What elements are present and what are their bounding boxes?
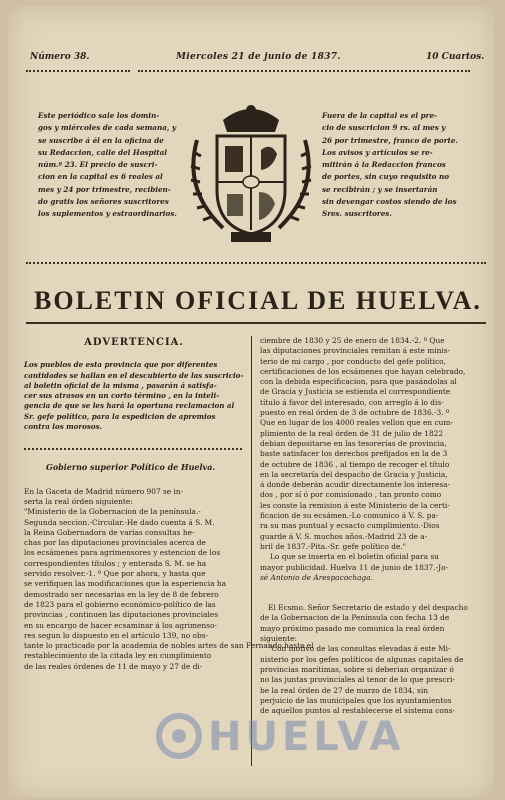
text-line: servido resolver.-1. º Que por ahora, y hasta que bbox=[24, 569, 206, 579]
text-line: correspondientes títulos ; y enterada S. M. se ha bbox=[24, 558, 207, 568]
text-line: En la Gaceta de Madrid número 907 se in- bbox=[24, 486, 184, 496]
right-body-2 bbox=[260, 603, 482, 716]
text-line: ficacion de su ecsámen.-Lo comunico á V. S. pa- bbox=[260, 511, 439, 521]
intro-line: sin devengar costos siendo de los bbox=[322, 197, 457, 207]
column-divider bbox=[251, 336, 252, 766]
text-line: de aquellos puntos al restablecerse el sistema cons- bbox=[260, 706, 455, 716]
intro-left bbox=[38, 110, 177, 221]
text-line: Que en lugar de los 4000 reales vellon que en cum- bbox=[260, 418, 453, 428]
archive-logo-icon bbox=[154, 711, 204, 761]
text-line: á donde deberán acudir directamente los interesa- bbox=[260, 480, 451, 490]
newspaper-title: BOLETIN OFICIAL DE HUELVA. bbox=[34, 286, 482, 315]
text-line: "Ministerio de la Gobernacion de la península.- bbox=[24, 507, 201, 517]
text-line: en su encargo de hacer ecsaminar á los agrimenso- bbox=[24, 620, 217, 630]
advertencia-heading: ADVERTENCIA. bbox=[84, 337, 184, 348]
intro-line: 26 por trimestre, franco de porte. bbox=[322, 135, 458, 145]
text-line: Los pueblos de esta provincia que por diferentes bbox=[24, 360, 218, 370]
text-line: se verifiquen las modificaciones que la esperiencia ha bbox=[24, 579, 227, 589]
intro-line: Fuera de la capital es el pre- bbox=[322, 111, 438, 120]
text-line: terio de mi cargo , por conducto del gefe político, bbox=[260, 356, 446, 366]
text-line: la Reina Gobernadora de varias consultas he- bbox=[24, 527, 195, 537]
left-body bbox=[24, 486, 314, 672]
text-line: bril de 1837.-Pita.-Sr. gefe político de." bbox=[260, 541, 407, 551]
signature-line: sé Antonio de Arespacochaga. bbox=[260, 572, 373, 582]
advertencia-text bbox=[24, 360, 244, 432]
text-line: contra los morosos. bbox=[24, 422, 103, 432]
issue-price: 10 Cuartos. bbox=[426, 52, 485, 62]
text-line: de Gracia y Justicia se estienda el correspondiente bbox=[260, 387, 451, 397]
text-line: título á favor del interesado, con arreglo á lo dis- bbox=[260, 397, 444, 407]
intro-line: se recibirán ; y se insertarán bbox=[322, 184, 438, 194]
text-line: cer sus atrasos en un corto término , en la inteli- bbox=[24, 391, 220, 401]
intro-line: do gratis los señores suscritores bbox=[38, 197, 169, 207]
text-line: tante lo practicado por la academia de nobles artes de san Fernando hasta el bbox=[24, 641, 314, 651]
text-line: res segun lo dispuesto en el artículo 139, no obs- bbox=[24, 630, 209, 640]
intro-line: se suscribe á él en la oficina de bbox=[38, 135, 164, 145]
text-line: provincias , continuen las diputaciones provinciales bbox=[24, 610, 219, 620]
text-line: certificaciones de los ecsámenes que hayan celebrado, bbox=[260, 366, 466, 376]
intro-line: cio de suscricion 9 rs. al mes y bbox=[322, 123, 446, 133]
coat-of-arms-emblem bbox=[183, 100, 319, 250]
text-line: El Ecsmo. Señor Secretario de estado y del despacho bbox=[268, 603, 468, 613]
text-line: demostrado ser necesarias en la ley de 8 de febrero bbox=[24, 589, 219, 599]
intro-line: los suplementos y estraordinarios. bbox=[38, 209, 177, 219]
text-line: plimiento de la real órden de 31 de julio de 1822 bbox=[260, 428, 444, 438]
text-line: perjuicio de las municipales que los ayuntamientos bbox=[260, 695, 452, 705]
text-line: cantidades se hallan en el descubierto de las suscricio- bbox=[24, 370, 244, 380]
text-line: guarde á V. S. muchos años.-Madrid 23 de a- bbox=[260, 531, 428, 541]
text-line: serta la real órden siguiente: bbox=[24, 496, 133, 506]
intro-line: de portes, sin cuyo requisito no bbox=[322, 172, 449, 182]
text-line: mayo próximo pasado me comunica la real órden bbox=[260, 623, 445, 633]
intro-line: Este periódico sale los domin- bbox=[38, 111, 160, 120]
text-line: baste satisfacer los derechos prefijados en la de 3 bbox=[260, 449, 448, 459]
text-line: siguiente: bbox=[260, 634, 297, 644]
intro-line: mitirán á la Redaccion francos bbox=[322, 160, 446, 170]
text-line: ra su mas puntual y ecsacto cumplimiento.-Dios bbox=[260, 521, 440, 531]
text-line: ciembre de 1830 y 25 de enero de 1834.-2. º Que bbox=[260, 336, 445, 345]
text-line: las diputaciones provinciales remitan á este minis- bbox=[260, 346, 451, 356]
archive-watermark: HUELVA bbox=[208, 714, 405, 760]
text-line: restablecimiento de la citada ley en cumplimiento bbox=[24, 651, 212, 661]
newspaper-page bbox=[8, 6, 494, 798]
text-line: mayor publicidad. Huelva 11 de junio de 1837.-Jo- bbox=[260, 562, 449, 572]
text-line: con la debida especificacion, para que pasándolas al bbox=[260, 377, 457, 387]
intro-right bbox=[322, 110, 458, 221]
text-line: "Con motivo de las consultas elevadas á este Mi- bbox=[268, 644, 451, 654]
text-line: puesto en real órden de 3 de octubre de 1836.-3. º bbox=[260, 408, 450, 418]
text-line: Lo que se inserta en el boletin oficial para su bbox=[270, 552, 439, 562]
text-line: nisterio por los gefes políticos de algunas capitales de bbox=[260, 654, 464, 664]
text-line: Segunda seccion.-Circular.-He dado cuenta á S. M. bbox=[24, 517, 215, 527]
divider bbox=[26, 70, 130, 72]
text-line: debian depositarse en las tesorerías de provincia, bbox=[260, 438, 447, 448]
text-line: los ecsámenes para agrimensores y estencion de los bbox=[24, 548, 221, 558]
text-line: chas por las diputaciones provinciales acerca de bbox=[24, 538, 206, 548]
section-heading: Gobierno superior Político de Huelva. bbox=[46, 462, 216, 473]
intro-line: núm.º 23. El precio de suscri- bbox=[38, 160, 158, 170]
text-line: de octubre de 1836 , al tiempo de recoger el título bbox=[260, 459, 450, 469]
right-body-1 bbox=[260, 336, 482, 583]
divider bbox=[24, 448, 242, 450]
text-line: provincias marítimas, sobre si deberian organizar ó bbox=[260, 664, 454, 674]
divider bbox=[26, 262, 486, 264]
text-line: be la real órden de 27 de marzo de 1834, sin bbox=[260, 685, 428, 695]
divider bbox=[26, 322, 486, 324]
intro-line: Los avisos y artículos se re- bbox=[322, 147, 433, 157]
text-line: dos , por sí ó por comisionado , tan pronto como bbox=[260, 490, 442, 500]
intro-line: mes y 24 por trimestre, recibien- bbox=[38, 184, 171, 194]
text-line: les conste la remision á este Ministerio de la certi- bbox=[260, 500, 450, 510]
intro-line: gos y miércoles de cada semana, y bbox=[38, 123, 177, 133]
text-line: de las reales órdenes de 11 de mayo y 27 de di- bbox=[24, 661, 203, 671]
divider bbox=[138, 70, 470, 72]
text-line: no las juntas provinciales al tenor de lo que prescri- bbox=[260, 675, 455, 685]
intro-line: su Redaccion, calle del Hospital bbox=[38, 147, 168, 157]
text-line: de la Gobernacion de la Península con fecha 13 de bbox=[260, 613, 450, 623]
intro-line: Sres. suscritores. bbox=[322, 209, 392, 219]
issue-date: Miercoles 21 de junio de 1837. bbox=[176, 52, 341, 62]
text-line: al boletin oficial de la misma , pasarán á satisfa- bbox=[24, 380, 217, 390]
right-column bbox=[260, 336, 482, 716]
text-line: Sr. gefe político, para la espedicion de apremios bbox=[24, 411, 216, 421]
intro-line: cion en la capital es 6 reales al bbox=[38, 172, 163, 182]
text-line: de 1823 para el gobierno económico-político de las bbox=[24, 599, 216, 609]
left-column bbox=[24, 337, 314, 672]
text-line: gencia de que se les hará la oportuna reclamacion al bbox=[24, 401, 235, 411]
text-line: en la secretaría del despacho de Gracia y Justicia, bbox=[260, 469, 448, 479]
issue-number: Número 38. bbox=[30, 52, 90, 62]
